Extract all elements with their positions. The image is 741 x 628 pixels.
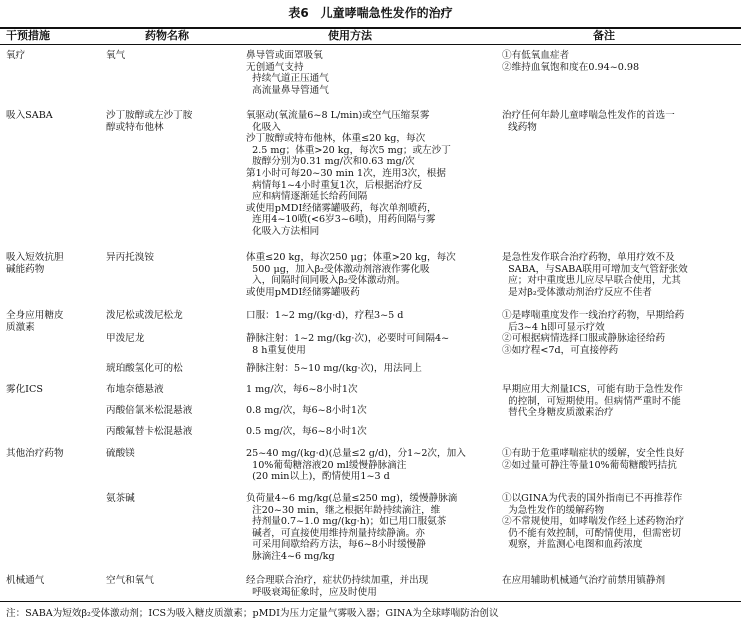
- row-ventilation-measure: 机械通气: [6, 575, 45, 586]
- row-other-measure: 其他治疗药物: [6, 448, 64, 459]
- row-antichol-measure: 吸入短效抗胆 碱能药物: [6, 252, 64, 275]
- row-steroid-remark-1: ①是哮喘重度发作一线治疗药物，早期给药 后3~4 h即可显示疗效: [502, 310, 685, 333]
- row-ventilation-remark: 在应用辅助机械通气治疗前禁用镇静剂: [502, 575, 666, 586]
- row-steroid-measure: 全身应用糖皮 质激素: [6, 310, 64, 333]
- row-other-remark-2: ①以GINA为代表的国外指南已不再推荐作 为急性发作的缓解药物 ②不常规使用，如哮喘发作经上述药物治疗 仍不能有效控制，可酌情使用，但需密切 观察，并监测心电图和血药浓度: [502, 493, 685, 551]
- row-saba-method: 氧驱动(氧流量6~8 L/min)或空气压缩泵雾 化吸入 沙丁胺醇或特布他林，体重≤20 kg，每次 2.5 mg；体重>20 kg，每次5 mg；或左沙丁 胺醇分别为0.31 mg/次和0.63 mg/次 第1小时可每20~30 min 1次，连用3次，根据 病情每1~4小时重复1次，后根据治疗反 应和病情逐渐延长给药间隔 或使用pMDI经储雾罐吸药，每次单剂喷药， 连用4~10喷(<6岁3~6喷)，用药间隔与雾 化吸入方法相同: [246, 110, 451, 237]
- row-steroid-drug-2: 甲泼尼龙: [106, 333, 145, 344]
- row-steroid-method-1: 口服：1~2 mg/(kg·d)，疗程3~5 d: [246, 310, 404, 321]
- header-remark: 备注: [593, 29, 615, 42]
- row-other-drug-2: 氨茶碱: [106, 493, 135, 504]
- table-caption: 儿童哮喘急性发作的治疗: [320, 6, 453, 20]
- row-ics-method-1: 1 mg/次，每6~8小时1次: [246, 384, 358, 395]
- row-oxygen-method: 鼻导管或面罩吸氧 无创通气支持 持续气道正压通气 高流量鼻导管通气: [246, 50, 329, 96]
- header-measure: 干预措施: [6, 29, 50, 42]
- row-oxygen-measure: 氧疗: [6, 50, 26, 61]
- header-method: 使用方法: [328, 29, 372, 42]
- row-ics-drug-1: 布地奈德悬液: [106, 384, 164, 395]
- row-oxygen-remark: ①有低氧血症者 ②维持血氧饱和度在0.94~0.98: [502, 50, 640, 73]
- row-saba-drug: 沙丁胺醇或左沙丁胺 醇或特布他林: [106, 110, 193, 133]
- row-ics-method-2: 0.8 mg/次，每6~8小时1次: [246, 405, 367, 416]
- header-drug: 药物名称: [145, 29, 189, 42]
- row-antichol-remark: 是急性发作联合治疗药物，单用疗效不及 SABA，与SABA联用可增加支气管舒张效 应；对中重度患儿应尽早联合使用，尤其 是对β₂受体激动剂治疗反应不佳者: [502, 252, 688, 298]
- row-steroid-drug-3: 琥珀酸氢化可的松: [106, 363, 183, 374]
- row-other-method-1: 25~40 mg/(kg·d)(总量≤2 g/d)，分1~2次，加入 10%葡萄糖溶液20 ml缓慢静脉滴注 (20 min以上)，酌情使用1~3 d: [246, 448, 466, 483]
- row-ics-method-3: 0.5 mg/次，每6~8小时1次: [246, 426, 367, 437]
- bottom-rule: [0, 601, 741, 602]
- row-antichol-method: 体重≤20 kg，每次250 μg；体重>20 kg，每次 500 μg，加入β₂受体激动剂溶液作雾化吸 入，间隔时间同吸入β₂受体激动剂。 或使用pMDI经储雾罐吸药: [246, 252, 456, 298]
- row-oxygen-drug: 氧气: [106, 50, 126, 61]
- row-other-remark-1: ①有助于危重哮喘症状的缓解，安全性良好 ②如过量可静注等量10%葡萄糖酸钙拮抗: [502, 448, 685, 471]
- row-steroid-remark-2: ②可根据病情选择口服或静脉途径给药 ③如疗程<7d，可直接停药: [502, 333, 666, 356]
- table-number: 表6: [288, 6, 309, 20]
- row-other-drug-1: 硫酸镁: [106, 448, 135, 459]
- row-other-method-2: 负荷量4~6 mg/kg(总量≤250 mg)，缓慢静脉滴 注20~30 min，继之根据年龄持续滴注，维 持剂量0.7~1.0 mg/(kg·h)；如已用口服氨茶 碱者，可直接使用维持剂量持续静滴。亦 可采用间歇给药方法，每6~8小时缓慢静 脉滴注4~6 mg/kg: [246, 493, 458, 562]
- row-steroid-drug-1: 泼尼松或泼尼松龙: [106, 310, 183, 321]
- table-title: [0, 5, 741, 21]
- row-steroid-method-2: 静脉注射：1~2 mg/(kg·次)，必要时可间隔4~ 8 h重复使用: [246, 333, 450, 356]
- row-ics-remark: 早期应用大剂量ICS，可能有助于急性发作 的控制，可短期使用。但病情严重时不能 替代全身糖皮质激素治疗: [502, 384, 683, 419]
- row-ventilation-drug: 空气和氧气: [106, 575, 154, 586]
- row-ventilation-method: 经合理联合治疗，症状仍持续加重，并出现 呼吸衰竭征象时，应及时使用: [246, 575, 429, 598]
- table-footnote: 注：SABA为短效β₂受体激动剂；ICS为吸入糖皮质激素；pMDI为压力定量气雾吸入器；GINA为全球哮喘防治创议: [6, 608, 499, 619]
- row-ics-drug-2: 丙酸倍氯米松混悬液: [106, 405, 193, 416]
- row-ics-measure: 雾化ICS: [6, 384, 43, 395]
- row-saba-measure: 吸入SABA: [6, 110, 53, 121]
- row-steroid-method-3: 静脉注射：5~10 mg/(kg·次)，用法同上: [246, 363, 422, 374]
- row-antichol-drug: 异丙托溴铵: [106, 252, 154, 263]
- row-ics-drug-3: 丙酸氟替卡松混悬液: [106, 426, 193, 437]
- header-rule: [0, 44, 741, 45]
- row-saba-remark: 治疗任何年龄儿童哮喘急性发作的首选一 线药物: [502, 110, 675, 133]
